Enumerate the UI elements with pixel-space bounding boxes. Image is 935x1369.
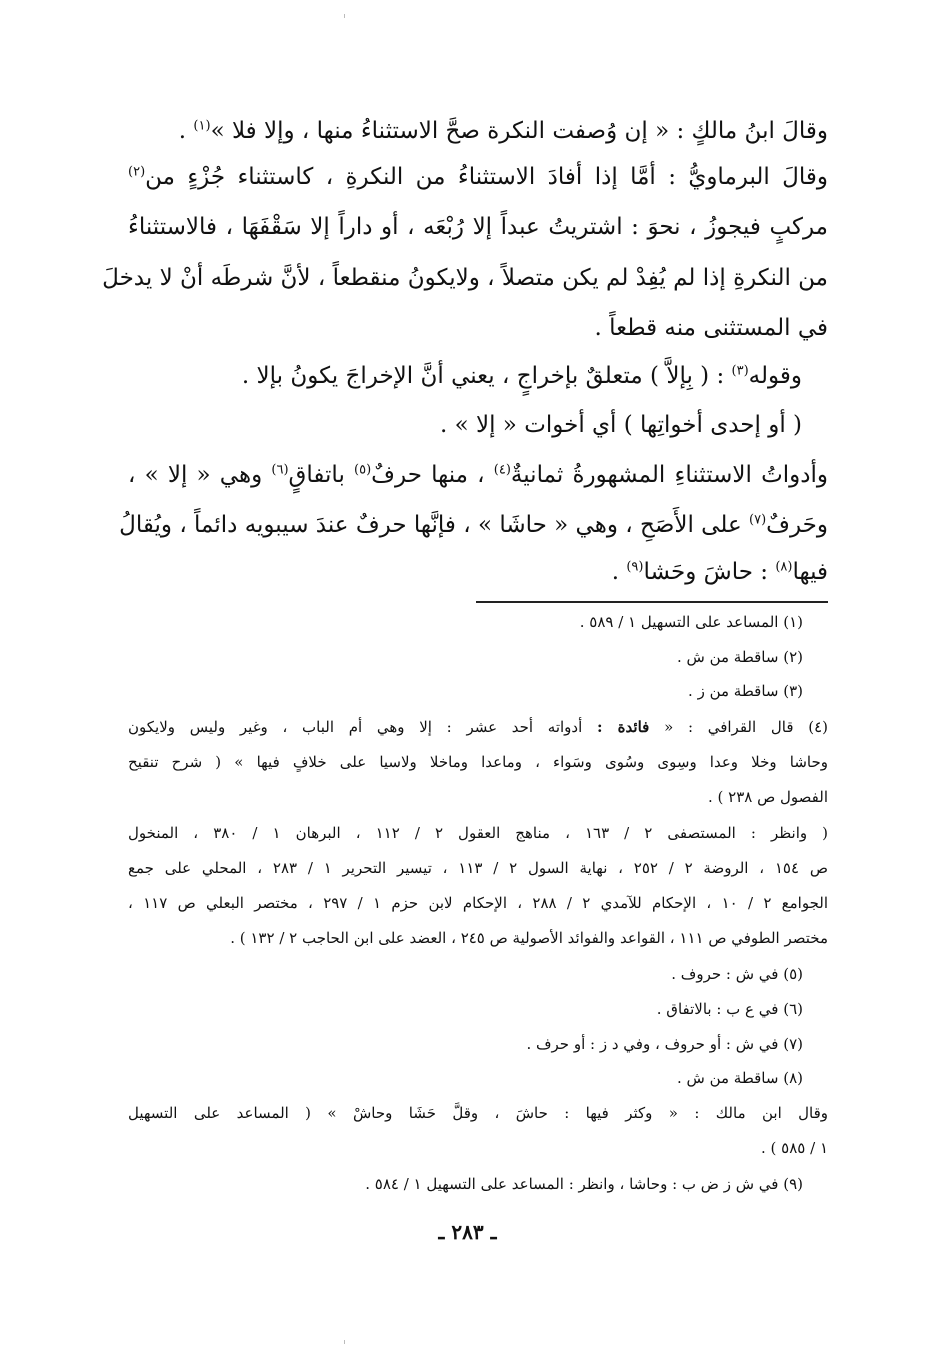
body-line-2: وقالَ البرماويُّ : أمَّا إذا أفادَ الاستثناءُ من النكرةِ ، كاستثناء جُزْءٍ من$^{(٢)}$ <box>128 164 828 190</box>
footnote-ref: (٩) <box>626 559 644 575</box>
bold-label: فائدة : <box>596 718 650 736</box>
body-line-4: من النكرةِ إذا لم يُفِدْ لم يكن متصلاً ، ولايكونُ منقطعاً ، لأنَّ شرطَه أنْ لا يدخلَ <box>102 265 828 291</box>
footnote-4b-line-1: ( وانظر : المستصفى ٢ / ١٦٣ ، مناهج العقول ٢ / ١١٢ ، البرهان ١ / ٣٨٠ ، المنخول <box>128 824 829 842</box>
footnote-3: (٣) ساقطة من ز . <box>688 682 803 700</box>
footnote-separator <box>476 601 828 603</box>
footnote-4b-line-3: الجوامع ٢ / ١٠ ، الإحكام للآمدي ٢ / ٢٨٨ ، الإحكام لابن حزم ١ / ٢٩٧ ، مختصر البعلي ص ١١٧ ، <box>128 894 829 912</box>
body-line-3: مركبٍ فيجوزُ ، نحوَ : اشتريتُ عبداً إلا رُبْعَه ، أو داراً إلا سَقْفَهَا ، فالاستثناءُ <box>128 214 828 240</box>
footnote-6: (٦) في ع ب : بالاتفاق . <box>656 1000 803 1018</box>
body-line-1: وقالَ ابنُ مالكٍ : « إن وُصفت النكرة صحَّ الاستثناءُ منها ، وإلا فلا »$^{(١)}$ . <box>178 118 828 144</box>
footnote-ref: (٦) <box>271 462 289 478</box>
body-line-5: في المستثنى منه قطعاً . <box>594 315 828 341</box>
footnote-7: (٧) في ش : أو حروف ، وفي د ز : أو حرف . <box>526 1035 803 1053</box>
footnote-2: (٢) ساقطة من ش . <box>676 648 803 666</box>
footnote-5: (٥) في ش : حروف . <box>671 965 803 983</box>
footnote-ref: (٣) <box>731 363 749 379</box>
footnote-4b-line-4: مختصر الطوفي ص ١١١ ، القواعد والفوائد الأصولية ص ٢٤٥ ، العضد على ابن الحاجب ٢ / ١٣٢ ) . <box>230 929 828 947</box>
footnote-ref: (٧) <box>749 512 767 528</box>
footnote-9: (٩) في ش ز ض ب : وحاشا ، وانظر : المساعد على التسهيل ١ / ٥٨٤ . <box>365 1175 803 1193</box>
footnote-4-line-1: (٤) قال القرافي : « فائدة : أدواته أحد عشر : إلا وهي أم الباب ، وغير وليس ولايكون <box>128 718 828 736</box>
scan-mark <box>344 1340 345 1344</box>
footnote-ref: (١) <box>193 118 211 134</box>
footnote-ref: (٤) <box>493 462 511 478</box>
footnote-8b-line-2: ١ / ٥٨٥ ) . <box>761 1139 828 1157</box>
footnote-4-line-3: الفصول ص ٢٣٨ ) . <box>708 788 828 806</box>
body-line-8: وأدواتُ الاستثناءِ المشهورةُ ثمانيةٌ$^{(٤)}$ ، منها حرفٌ$^{(٥)}$ باتفاقٍ$^{(٦)}$ وهي « إلا » ، <box>128 462 828 488</box>
body-line-7: ( أو إحدى أخواتِها ) أي أخوات « إلا » . <box>439 412 802 438</box>
footnote-4-line-2: وحاشا وخلا وعدا وسِوى وسُوى وسَواء ، وماعدا وماخلا ولاسيا على خلافٍ فيها » ( شرح تنقيح <box>128 753 828 771</box>
footnote-ref: (٨) <box>775 559 793 575</box>
footnote-ref: (٥) <box>354 462 372 478</box>
body-line-9: وحَرفٌ$^{(٧)}$ على الأَصَحِ ، وهي « حاشَا » ، فإنَّها حرفٌ عندَ سيبويه دائماً ، ويُقالُ <box>119 512 828 538</box>
body-line-10: فيها$^{(٨)}$ : حاشَ وحَشا$^{(٩)}$ . <box>611 559 828 585</box>
page-number: ـ ٢٨٣ ـ <box>438 1220 497 1244</box>
footnote-8: (٨) ساقطة من ش . <box>676 1069 803 1087</box>
footnote-ref: (٢) <box>128 164 146 180</box>
body-line-6: وقوله$^{(٣)}$ : ( بِإلاَّ ) متعلقٌ بإخراجٍ ، يعني أنَّ الإخراجَ يكونُ بإلا . <box>241 363 802 389</box>
footnote-8b-line-1: وقال ابن مالك : « وكثر فيها : حاشَ ، وقلَّ حَشَا وحاشْ » ( المساعد على التسهيل <box>128 1104 828 1122</box>
scan-mark <box>344 14 345 18</box>
footnote-4b-line-2: ص ١٥٤ ، الروضة ٢ / ٢٥٢ ، نهاية السول ٢ / ١١٣ ، تيسير التحرير ١ / ٢٨٣ ، المحلي على جمع <box>128 859 828 877</box>
footnote-1: (١) المساعد على التسهيل ١ / ٥٨٩ . <box>579 613 803 631</box>
